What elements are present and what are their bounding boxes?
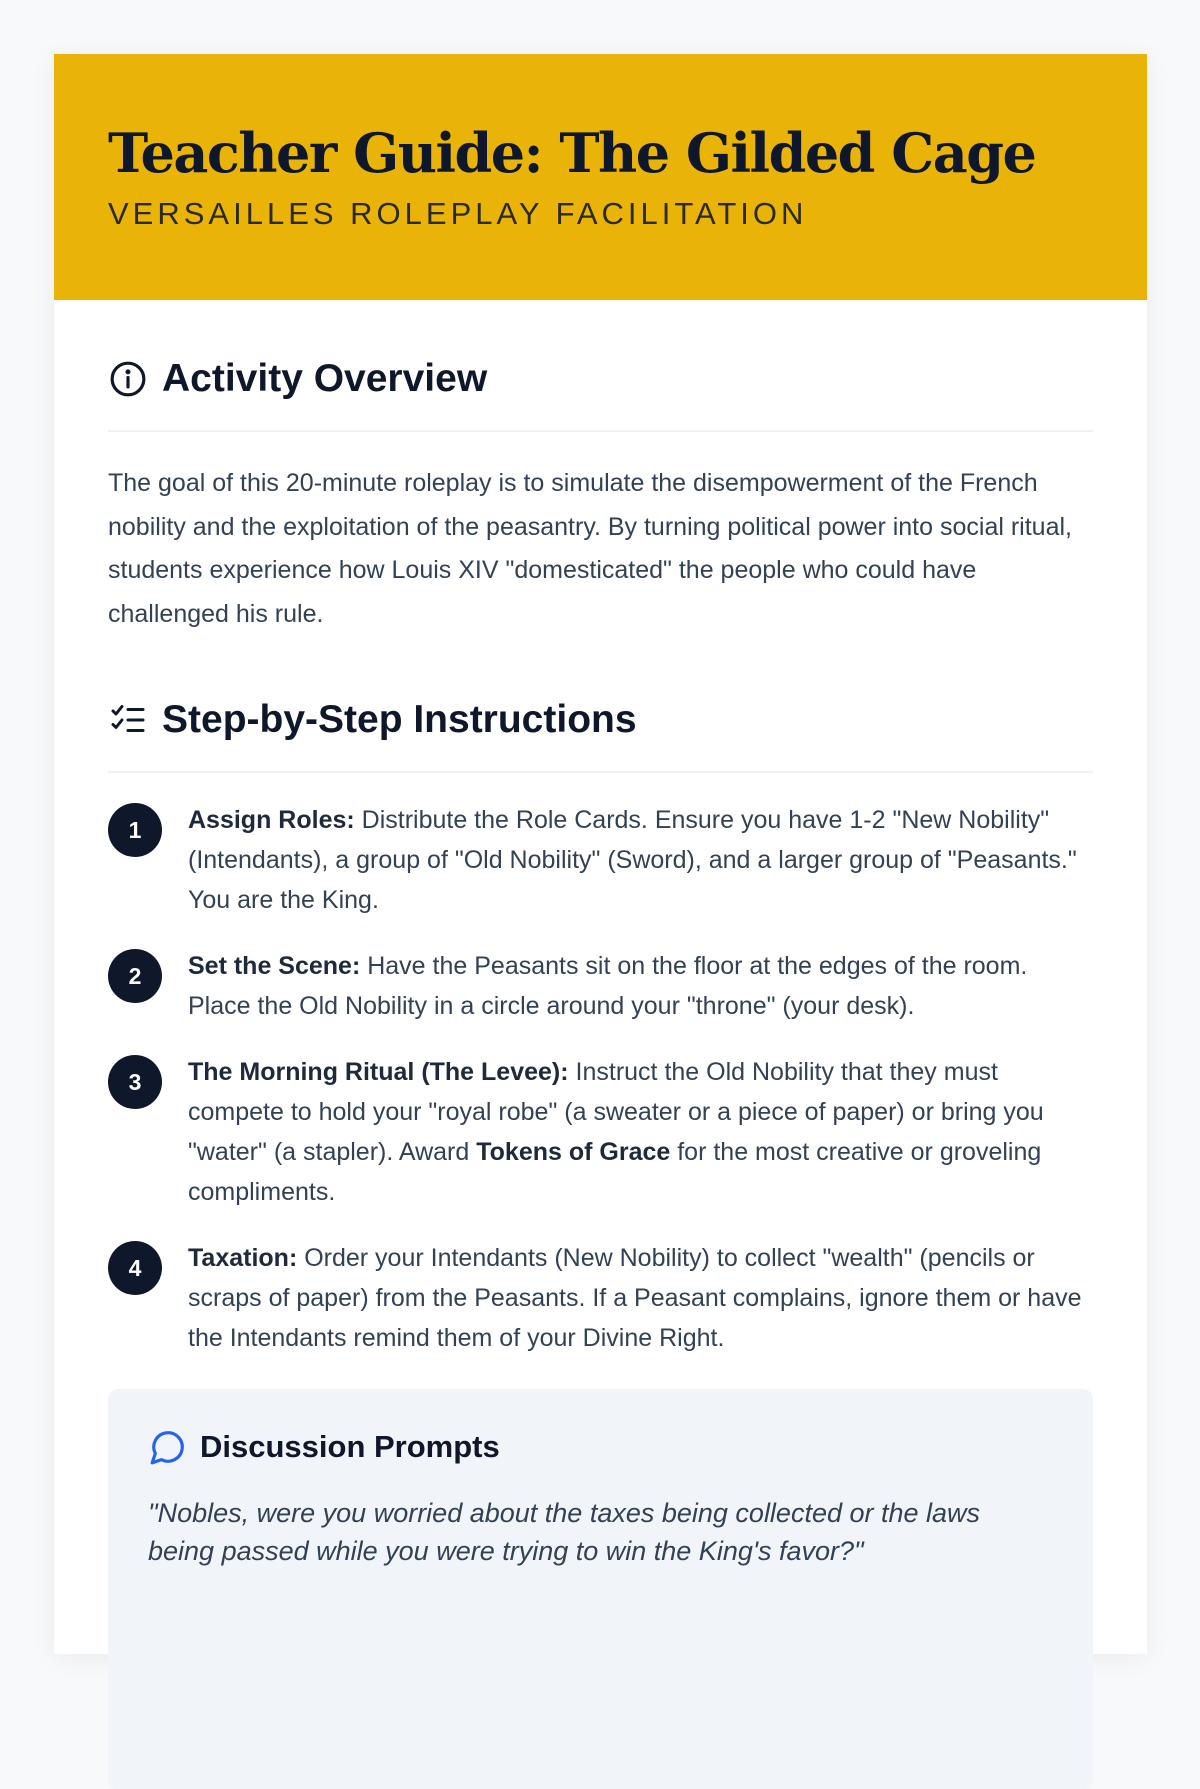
- checklist-icon: [108, 700, 148, 740]
- step-body: Have the Peasants sit on the floor at the edges of the room. Place the Old Nobility in a circle around your "throne" (your desk).: [188, 952, 1028, 1020]
- step-body: Instruct the Old Nobility that they must compete to hold your "royal robe" (a sweater or a piece of paper) or bring you "water" (a stapler). Award: [188, 1058, 1044, 1166]
- step-body: Order your Intendants (New Nobility) to collect "wealth" (pencils or scraps of paper) from the Peasants. If a Peasant complains, ignore them or have the Intendants remind them of your Divine Right.: [188, 1244, 1082, 1352]
- step-number-badge: 4: [108, 1241, 162, 1295]
- page-header: [54, 54, 1147, 300]
- step-text: [188, 1238, 1093, 1358]
- step-item: [108, 1052, 1093, 1212]
- step-label: Set the Scene:: [188, 952, 361, 980]
- overview-section-header: [108, 348, 1093, 432]
- page-subtitle: VERSAILLES ROLEPLAY FACILITATION: [108, 196, 808, 231]
- step-label: The Morning Ritual (The Levee):: [188, 1058, 569, 1086]
- discussion-prompt: "Nobles, were you worried about the taxes being collected or the laws being passed while you were trying to win the King's favor?": [148, 1498, 981, 1566]
- step-text: [188, 800, 1093, 920]
- step-text: [188, 946, 1093, 1026]
- step-label: Assign Roles:: [188, 806, 355, 834]
- step-item: [108, 1238, 1093, 1358]
- discussion-header: [148, 1427, 1053, 1467]
- page-title: Teacher Guide: The Gilded Cage: [108, 121, 1036, 185]
- guide-card: [54, 54, 1147, 1654]
- step-item: [108, 946, 1093, 1026]
- chat-bubble-icon: [148, 1427, 188, 1467]
- steps-list: [108, 800, 1093, 1358]
- step-label: Taxation:: [188, 1244, 298, 1272]
- overview-text: The goal of this 20-minute roleplay is to simulate the disempowerment of the French nobility and the exploitation of the peasantry. By turning political power into social ritual, students experience how Louis XIV "domesticated" the people who could have challenged his rule.: [108, 469, 1072, 628]
- step-number-badge: 3: [108, 1055, 162, 1109]
- info-icon: [108, 359, 148, 399]
- instructions-section-header: [108, 689, 1093, 773]
- step-number-badge: 1: [108, 803, 162, 857]
- instructions-heading: Step-by-Step Instructions: [162, 698, 637, 741]
- step-number-badge: 2: [108, 949, 162, 1003]
- step-text: [188, 1052, 1093, 1212]
- step-body-end: for the most creative or groveling compliments.: [188, 1138, 1042, 1206]
- main-content: [54, 300, 1147, 1789]
- step-item: [108, 800, 1093, 920]
- tokens-of-grace-emphasis: Tokens of Grace: [476, 1138, 671, 1166]
- discussion-heading: Discussion Prompts: [200, 1429, 500, 1464]
- step-body: Distribute the Role Cards. Ensure you have 1-2 "New Nobility" (Intendants), a group of "Old Nobility" (Sword), and a larger group of "Peasants." You are the King.: [188, 806, 1077, 914]
- discussion-box: [108, 1389, 1093, 1789]
- overview-heading: Activity Overview: [162, 357, 488, 400]
